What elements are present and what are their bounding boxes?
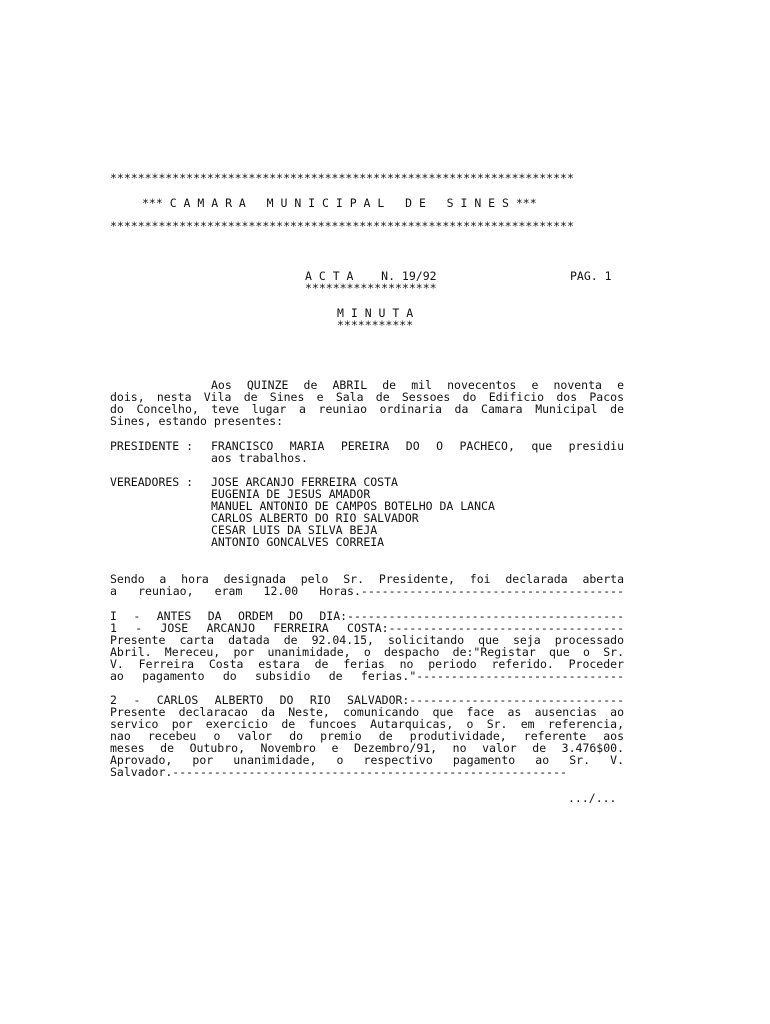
opening-line-1: Sendo a hora designada pelo Sr. Presidente, foi declarada aberta xyxy=(110,572,624,586)
vereador-name: CARLOS ALBERTO DO RIO SALVADOR xyxy=(211,511,419,525)
vereador-name: JOSE ARCANJO FERREIRA COSTA xyxy=(211,475,398,489)
item1-line: Abril. Mereceu, por unanimidade, o despacho de:"Registar que o Sr. xyxy=(110,645,624,659)
vereador-name: MANUEL ANTONIO DE CAMPOS BOTELHO DA LANCA xyxy=(211,499,495,513)
item1-line: Presente carta datada de 92.04.15, solicitando que seja processado xyxy=(110,633,624,647)
header-stars-bottom: ******************************************************************* xyxy=(110,219,574,233)
item2-line: Aprovado, por unanimidade, o respectivo pagamento ao Sr. V. xyxy=(110,753,624,767)
item2-line: nao recebeu o valor do premio de produtividade, referente aos xyxy=(110,729,624,743)
vereador-name: EUGENIA DE JESUS AMADOR xyxy=(211,487,371,501)
header-stars-top: ******************************************************************* xyxy=(110,171,574,185)
section-heading: I - ANTES DA ORDEM DO DIA:---------------------------------------- xyxy=(110,609,624,623)
item1-line: V. Ferreira Costa estara de ferias no periodo referido. Proceder xyxy=(110,657,624,671)
item2-line: Salvador.--------------------------------------------------------- xyxy=(110,765,567,779)
council-title: *** C A M A R A M U N I C I P A L D E S I N E S *** xyxy=(142,196,537,210)
presidente-name: FRANCISCO MARIA PEREIRA DO O PACHECO, que presidiu xyxy=(211,439,624,453)
acta-underline: ******************* xyxy=(305,281,437,295)
minuta-underline: *********** xyxy=(337,318,414,332)
opening-line-2: a reuniao, eram 12.00 Horas.-------------------------------------- xyxy=(110,584,624,598)
acta-title: A C T A N. 19/92 xyxy=(305,269,437,283)
continuation-marker: .../... xyxy=(568,791,617,805)
intro-line-4: Sines, estando presentes: xyxy=(110,414,284,428)
vereador-name: CESAR LUIS DA SILVA BEJA xyxy=(211,523,378,537)
intro-line-2: dois, nesta Vila de Sines e Sala de Sessoes do Edificio dos Pacos xyxy=(110,390,624,404)
intro-line-3: do Concelho, teve lugar a reuniao ordinaria da Camara Municipal de xyxy=(110,402,624,416)
item2-line: Presente declaracao da Neste, comunicando que face as ausencias ao xyxy=(110,705,624,719)
intro-line-1: Aos QUINZE de ABRIL de mil novecentos e noventa e xyxy=(211,378,624,392)
page-number: PAG. 1 xyxy=(570,269,612,283)
presidente-label: PRESIDENTE : xyxy=(110,439,194,453)
item2-heading: 2 - CARLOS ALBERTO DO RIO SALVADOR:------------------------------- xyxy=(110,693,624,707)
item2-line: servico por exercicio de funcoes Autarquicas, o Sr. em referencia, xyxy=(110,717,624,731)
item1-heading: 1 - JOSE ARCANJO FERREIRA COSTA:---------------------------------- xyxy=(110,621,624,635)
vereador-name: ANTONIO GONCALVES CORREIA xyxy=(211,535,385,549)
vereadores-label: VEREADORES : xyxy=(110,475,194,489)
minuta-title: M I N U T A xyxy=(337,306,414,320)
presidente-line2: aos trabalhos. xyxy=(211,451,308,465)
item1-line: ao pagamento do subsidio de ferias."------------------------------ xyxy=(110,669,624,683)
item2-line: meses de Outubro, Novembro e Dezembro/91, no valor de 3.476$00. xyxy=(110,741,624,755)
